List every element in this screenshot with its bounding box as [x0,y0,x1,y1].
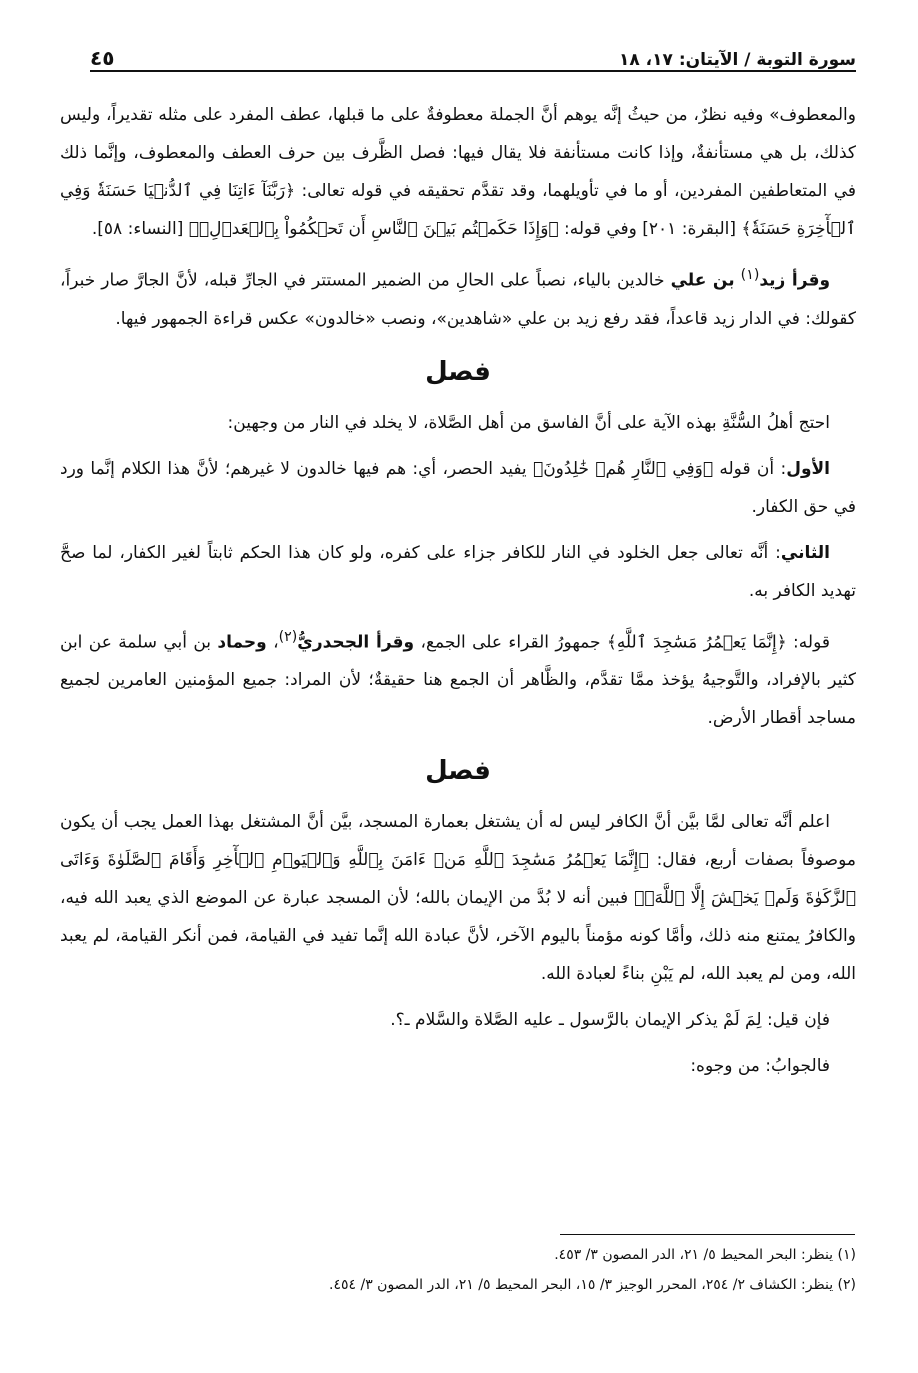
paragraph-2-text: خالدين بالياء، نصباً على الحالِ من الضمير المستتر في الجارِّ قبله، لأنَّ الجارَّ صار خبراً، كقولك: في الدار زيد قاعداً، فقد رفع زيد بن علي «شاهدين»، ونصب «خالدون» عكس قراءة الجمهور فيها. [60,270,856,329]
main-text [60,96,856,1093]
reader-zayd-cont: بن علي [670,270,735,291]
paragraph-2 [60,256,856,338]
paragraph-5-text: : أنَّه تعالى جعل الخلود في النار للكافر جزاء على كفره، ولو كان هذا الحكم ثابتاً لغير الكفار، لما صحَّ تهديد الكافر به. [60,542,856,601]
reader-zayd: وقرأ زيد [759,270,831,291]
footnote-ref-2: (٢) [278,628,298,645]
footnote-ref-1: (١) [740,267,760,283]
point-first: الأول [786,458,830,479]
section-heading-2: فصل [425,756,491,787]
paragraph-6-b: ، [273,632,279,653]
reader-jahdari: وقرأ الجحدريُّ [297,632,415,653]
paragraph-9: فالجوابُ: من وجوه: [690,1056,830,1077]
point-second: الثاني [780,542,830,563]
footnote-1: (١) ينظر: البحر المحيط ٥/ ٢١، الدر المصون ٣/ ٤٥٣. [554,1247,856,1263]
section-heading-1: فصل [425,356,491,387]
footnotes [60,1240,856,1300]
reader-hammad: وحماد [217,632,267,653]
paragraph-4 [60,450,856,526]
paragraph-1: والمعطوف» وفيه نظرٌ، من حيثُ إنَّه يوهم أنَّ الجملة معطوفةٌ على ما قبلها، عطف المفرد على مثله تقديراً، وليس كذلك، بل هي مستأنفةٌ، وإذا كانت مستأنفة فلا يقال فيها: فصل الظَّرف بين حرف العطف والمعطوف، وإنَّما ذلك في المتعاطفين المفردين، أو ما في تأويلهما، وقد تقدَّم تحقيقه في قوله تعالى: ﴿رَبَّنَآ ءَاتِنَا فِي ٱلدُّنۡيَا حَسَنَةٗ وَفِي ٱلۡأٓخِرَةِ حَسَنَةٗ﴾ [البقرة: ٢٠١] وفي قوله: ﴿وَإِذَا حَكَمۡتُم بَيۡنَ ٱلنَّاسِ أَن تَحۡكُمُواْ بِٱلۡعَدۡلِۚ﴾ [النساء: ٥٨]. [60,105,856,239]
paragraph-8: فإن قيل: لِمَ لَمْ يذكر الإيمان بالرَّسول ـ عليه الصَّلاة والسَّلام ـ؟. [390,1010,830,1031]
page-number: ٤٥ [90,46,115,70]
header-rule [90,70,856,72]
paragraph-6-c: بن أبي سلمة عن ابن كثير بالإفراد، والتَّوجيهُ يؤخذ ممَّا تقدَّم، والظَّاهر أن الجمع هنا حقيقةٌ؛ لأن المراد: جميع المؤمنين العامرين لجميع مساجد أقطار الأرض. [60,632,856,729]
footnote-2: (٢) ينظر: الكشاف ٢/ ٢٥٤، المحرر الوجيز ٣/ ١٥، البحر المحيط ٥/ ٢١، الدر المصون ٣/ ٤٥٤. [329,1277,856,1293]
running-header [90,36,856,70]
paragraph-4-text: : أن قوله ﴿وَفِي ٱلنَّارِ هُمۡ خَٰلِدُونَ﴾ يفيد الحصر، أي: هم فيها خالدون لا غيرهم؛ لأنَّ هذا الكلام إنَّما ورد في حق الكفار. [60,458,856,517]
paragraph-3: احتج أهلُ السُّنَّةِ بهذه الآية على أنَّ الفاسق من أهل الصَّلاة، لا يخلد في النار من وجهين: [227,412,830,433]
paragraph-5 [60,534,856,610]
footnote-rule [560,1234,855,1235]
paragraph-6-a: قوله: ﴿إِنَّمَا يَعۡمُرُ مَسَٰجِدَ ٱللَّهِ﴾ جمهورُ القراء على الجمع، [420,632,830,653]
paragraph-6 [60,618,856,738]
header-title: سورة التوبة / الآيتان: ١٧، ١٨ [618,50,856,70]
paragraph-7: اعلم أنَّه تعالى لمَّا بيَّن أنَّ الكافر ليس له أن يشتغل بعمارة المسجد، بيَّن أنَّ المشتغل بهذا العمل يجب أن يكون موصوفاً بصفات أربع، فقال: ﴿إِنَّمَا يَعۡمُرُ مَسَٰجِدَ ٱللَّهِ مَنۡ ءَامَنَ بِٱللَّهِ وَٱلۡيَوۡمِ ٱلۡأٓخِرِ وَأَقَامَ ٱلصَّلَوٰةَ وَءَاتَى ٱلزَّكَوٰةَ وَلَمۡ يَخۡشَ إِلَّا ٱللَّهَۖ﴾ فبين أنه لا بُدَّ من الإيمان بالله؛ لأن المسجد عبارة عن الموضع الذي يعبد الله فيه، والكافرُ يمتنع منه ذلك، وأمَّا كونه مؤمناً باليوم الآخر، لأنَّ عبادة الله إنَّما تفيد في القيامة، فمن أنكر القيامة، لم يعبد الله، ومن لم يعبد الله، لم يَبْنِ بناءً لعبادة الله. [60,812,856,985]
